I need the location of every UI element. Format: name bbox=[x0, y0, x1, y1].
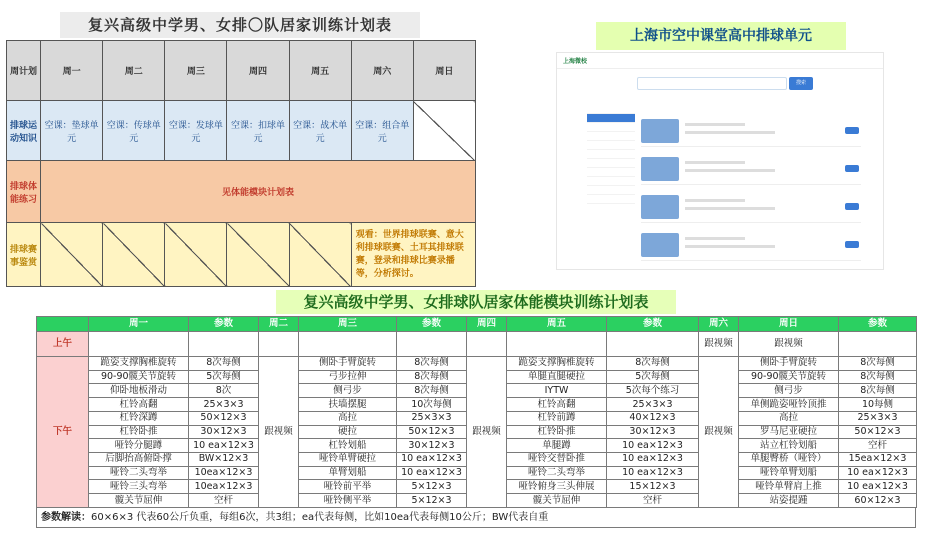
screenshot-sidebar bbox=[587, 105, 635, 265]
header-cell: 周三 bbox=[165, 41, 227, 101]
param-cell: 25×3×3 bbox=[607, 398, 699, 412]
lesson-button[interactable] bbox=[845, 165, 859, 172]
exercise-cell: 90-90髋关节旋转 bbox=[739, 370, 839, 384]
morning-row bbox=[37, 331, 917, 356]
header-cell: 周二 bbox=[103, 41, 165, 101]
param-cell: 8次每侧 bbox=[839, 370, 917, 384]
exercise-cell: 罗马尼亚硬拉 bbox=[739, 425, 839, 439]
header-cell: 参数 bbox=[189, 317, 259, 332]
param-cell: 10 ea×12×3 bbox=[607, 439, 699, 453]
empty-cell bbox=[259, 331, 299, 356]
exercise-cell: 跪姿支撑胸椎旋转 bbox=[89, 357, 189, 371]
exercise-cell: 跪姿支撑胸椎旋转 bbox=[507, 357, 607, 371]
empty-cell bbox=[189, 331, 259, 356]
header-cell: 周五 bbox=[507, 317, 607, 332]
course-cell: 空课：传球单元 bbox=[103, 101, 165, 161]
exercise-cell: 哑铃前平举 bbox=[299, 480, 397, 494]
param-cell: 5×12×3 bbox=[397, 494, 467, 508]
param-cell: 50×12×3 bbox=[397, 425, 467, 439]
param-cell: 10 ea×12×3 bbox=[397, 453, 467, 467]
header-cell: 周六 bbox=[699, 317, 739, 332]
param-cell: 30×12×3 bbox=[189, 425, 259, 439]
param-cell: 30×12×3 bbox=[607, 425, 699, 439]
match-note-cell: 观看：世界排球联赛、意大利排球联赛、土耳其排球联赛，登录和排球比赛录播等，分析探讨。 bbox=[351, 223, 475, 287]
param-cell: 8次每侧 bbox=[607, 357, 699, 371]
fitness-plan-section bbox=[36, 290, 916, 534]
header-cell: 周三 bbox=[299, 317, 397, 332]
param-cell: 50×12×3 bbox=[189, 411, 259, 425]
follow-video-cell: 跟视频 bbox=[259, 357, 299, 508]
exercise-cell: 哑铃三头弯举 bbox=[89, 480, 189, 494]
sidebar-item[interactable] bbox=[587, 186, 635, 195]
exercise-cell: 单腿蹲 bbox=[507, 439, 607, 453]
fitness-plan-title: 复兴高级中学男、女排球队居家体能模块训练计划表 bbox=[276, 290, 676, 314]
empty-cell bbox=[103, 223, 165, 287]
weekly-plan-table bbox=[6, 40, 476, 287]
param-cell: 10次每侧 bbox=[397, 398, 467, 412]
param-cell: 25×3×3 bbox=[839, 411, 917, 425]
exercise-cell: 侧卧手臂旋转 bbox=[739, 357, 839, 371]
afternoon-label: 下午 bbox=[37, 357, 89, 508]
param-cell: 5次每侧 bbox=[607, 370, 699, 384]
course-cell: 空课：战术单元 bbox=[289, 101, 351, 161]
text-line bbox=[685, 169, 775, 172]
lesson-thumb bbox=[641, 233, 679, 257]
morning-label: 上午 bbox=[37, 331, 89, 356]
exercise-cell: 扶墙摆腿 bbox=[299, 398, 397, 412]
lesson-card[interactable] bbox=[641, 115, 861, 147]
row-label: 排球体能练习 bbox=[7, 161, 41, 223]
lesson-thumb bbox=[641, 157, 679, 181]
air-class-screenshot bbox=[556, 52, 884, 270]
exercise-cell: 髋关节屈伸 bbox=[89, 494, 189, 508]
weekly-plan-title: 复兴高级中学男、女排〇队居家训练计划表 bbox=[60, 12, 420, 38]
header-cell: 参数 bbox=[397, 317, 467, 332]
follow-video-cell: 跟视频 bbox=[699, 357, 739, 508]
empty-cell bbox=[165, 223, 227, 287]
sidebar-item[interactable] bbox=[587, 195, 635, 204]
lesson-card[interactable] bbox=[641, 229, 861, 261]
header-cell: 周日 bbox=[413, 41, 475, 101]
exercise-cell: 单腿臀桥（哑铃） bbox=[739, 453, 839, 467]
fitness-plan-table bbox=[36, 316, 917, 508]
param-cell: 25×3×3 bbox=[397, 411, 467, 425]
param-cell: 10 ea×12×3 bbox=[397, 466, 467, 480]
param-cell: 10每侧 bbox=[839, 398, 917, 412]
sidebar-item[interactable] bbox=[587, 105, 635, 114]
header-cell: 周日 bbox=[739, 317, 839, 332]
param-cell: 15ea×12×3 bbox=[839, 453, 917, 467]
exercise-cell: 哑铃分腿蹲 bbox=[89, 439, 189, 453]
exercise-cell: 杠铃卧推 bbox=[89, 425, 189, 439]
sidebar-item[interactable] bbox=[587, 123, 635, 132]
fitness-cell: 见体能模块计划表 bbox=[41, 161, 476, 223]
header-cell: 周六 bbox=[351, 41, 413, 101]
empty-cell bbox=[507, 331, 607, 356]
afternoon-row bbox=[37, 357, 917, 371]
param-cell: 25×3×3 bbox=[189, 398, 259, 412]
sidebar-item[interactable] bbox=[587, 168, 635, 177]
header-cell: 周五 bbox=[289, 41, 351, 101]
exercise-cell: 哑铃交替卧推 bbox=[507, 453, 607, 467]
exercise-cell: 高拉 bbox=[299, 411, 397, 425]
exercise-cell: 弓步拉伸 bbox=[299, 370, 397, 384]
sidebar-item[interactable] bbox=[587, 159, 635, 168]
param-cell: 10 ea×12×3 bbox=[189, 439, 259, 453]
param-cell: 空杆 bbox=[189, 494, 259, 508]
header-cell: 周一 bbox=[41, 41, 103, 101]
param-cell: 30×12×3 bbox=[397, 439, 467, 453]
exercise-cell: 侧弓步 bbox=[739, 384, 839, 398]
fitness-header-row bbox=[37, 317, 917, 332]
header-cell: 周计划 bbox=[7, 41, 41, 101]
exercise-cell: 杠铃前蹲 bbox=[507, 411, 607, 425]
lesson-button[interactable] bbox=[845, 203, 859, 210]
course-cell: 空课：垫球单元 bbox=[41, 101, 103, 161]
sidebar-item[interactable] bbox=[587, 177, 635, 186]
course-cell: 空课：组合单元 bbox=[351, 101, 413, 161]
param-cell: 10 ea×12×3 bbox=[839, 466, 917, 480]
exercise-cell: 杠铃划船 bbox=[299, 439, 397, 453]
site-logo: 上海微校 bbox=[563, 58, 588, 65]
text-line bbox=[685, 161, 745, 164]
param-cell: BW×12×3 bbox=[189, 453, 259, 467]
text-line bbox=[685, 131, 775, 134]
exercise-cell: 高拉 bbox=[739, 411, 839, 425]
param-cell: 10ea×12×3 bbox=[189, 466, 259, 480]
exercise-cell: 髋关节屈伸 bbox=[507, 494, 607, 508]
lesson-button[interactable] bbox=[845, 127, 859, 134]
exercise-cell: 单臂划船 bbox=[299, 466, 397, 480]
param-cell: 10 ea×12×3 bbox=[607, 466, 699, 480]
text-line bbox=[685, 199, 745, 202]
text-line bbox=[685, 237, 745, 240]
search-button[interactable] bbox=[789, 77, 813, 90]
param-cell: 8次每侧 bbox=[189, 357, 259, 371]
exercise-cell: 仰卧地板滑动 bbox=[89, 384, 189, 398]
exercise-cell: 杠铃高翻 bbox=[507, 398, 607, 412]
param-cell: 10 ea×12×3 bbox=[607, 453, 699, 467]
empty-cell bbox=[299, 331, 397, 356]
param-cell: 5×12×3 bbox=[397, 480, 467, 494]
search-button-label: 搜索 bbox=[795, 80, 806, 86]
param-cell: 10ea×12×3 bbox=[189, 480, 259, 494]
param-cell: 8次每侧 bbox=[839, 384, 917, 398]
header-cell: 参数 bbox=[607, 317, 699, 332]
weekly-plan-section bbox=[0, 0, 480, 286]
lesson-thumb bbox=[641, 195, 679, 219]
header-cell bbox=[37, 317, 89, 332]
exercise-cell: 侧弓步 bbox=[299, 384, 397, 398]
param-cell: 8次每侧 bbox=[397, 357, 467, 371]
search-input[interactable] bbox=[637, 77, 787, 90]
param-cell: 8次 bbox=[189, 384, 259, 398]
sidebar-item[interactable] bbox=[587, 141, 635, 150]
exercise-cell: 侧卧手臂旋转 bbox=[299, 357, 397, 371]
exercise-cell: 哑铃二头弯举 bbox=[89, 466, 189, 480]
morning-sat-cell: 跟视频 bbox=[699, 331, 739, 356]
param-cell: 5次每侧 bbox=[189, 370, 259, 384]
exercise-cell: IYTW bbox=[507, 384, 607, 398]
param-note-text: 60×6×3 代表60公斤负重，每组6次，共3组；ea代表每侧，比如10ea代表每侧10公斤；BW代表自重 bbox=[91, 512, 549, 523]
empty-cell bbox=[839, 331, 917, 356]
screenshot-topbar bbox=[557, 53, 883, 69]
param-cell: 15×12×3 bbox=[607, 480, 699, 494]
header-cell: 参数 bbox=[839, 317, 917, 332]
empty-cell bbox=[397, 331, 467, 356]
empty-cell bbox=[607, 331, 699, 356]
empty-cell bbox=[227, 223, 289, 287]
header-cell: 周四 bbox=[227, 41, 289, 101]
sidebar-item[interactable] bbox=[587, 114, 635, 123]
param-cell: 8次每侧 bbox=[397, 384, 467, 398]
exercise-cell: 杠铃卧推 bbox=[507, 425, 607, 439]
param-cell: 10 ea×12×3 bbox=[839, 480, 917, 494]
exercise-cell: 杠铃高翻 bbox=[89, 398, 189, 412]
lesson-button[interactable] bbox=[845, 241, 859, 248]
exercise-cell: 站立杠铃划船 bbox=[739, 439, 839, 453]
lesson-card[interactable] bbox=[641, 153, 861, 185]
sidebar-item[interactable] bbox=[587, 132, 635, 141]
empty-cell bbox=[467, 331, 507, 356]
course-cell: 空课：扣球单元 bbox=[227, 101, 289, 161]
exercise-cell: 单腿直腿硬拉 bbox=[507, 370, 607, 384]
morning-sun-cell: 跟视频 bbox=[739, 331, 839, 356]
param-cell: 40×12×3 bbox=[607, 411, 699, 425]
param-cell: 5次每个练习 bbox=[607, 384, 699, 398]
exercise-cell: 站姿提踵 bbox=[739, 494, 839, 508]
lesson-thumb bbox=[641, 119, 679, 143]
exercise-cell: 哑铃二头弯举 bbox=[507, 466, 607, 480]
param-cell: 50×12×3 bbox=[839, 425, 917, 439]
empty-cell bbox=[289, 223, 351, 287]
sidebar-item[interactable] bbox=[587, 150, 635, 159]
exercise-cell: 哑铃侧平举 bbox=[299, 494, 397, 508]
lesson-card[interactable] bbox=[641, 191, 861, 223]
row-label: 排球运动知识 bbox=[7, 101, 41, 161]
param-note-label: 参数解读： bbox=[41, 512, 91, 523]
empty-cell bbox=[413, 101, 475, 161]
exercise-cell: 哑铃俯身三头伸展 bbox=[507, 480, 607, 494]
exercise-cell: 90-90髋关节旋转 bbox=[89, 370, 189, 384]
header-cell: 周二 bbox=[259, 317, 299, 332]
param-cell: 空杆 bbox=[839, 439, 917, 453]
param-note bbox=[36, 508, 916, 528]
header-cell: 周一 bbox=[89, 317, 189, 332]
exercise-cell: 后脚抬高俯卧撑 bbox=[89, 453, 189, 467]
param-cell: 60×12×3 bbox=[839, 494, 917, 508]
text-line bbox=[685, 245, 775, 248]
exercise-cell: 哑铃单臂硬拉 bbox=[299, 453, 397, 467]
param-cell: 8次每侧 bbox=[839, 357, 917, 371]
exercise-cell: 哑铃单臂肩上推 bbox=[739, 480, 839, 494]
exercise-cell: 杠铃深蹲 bbox=[89, 411, 189, 425]
param-cell: 8次每侧 bbox=[397, 370, 467, 384]
air-class-title: 上海市空中课堂高中排球单元 bbox=[596, 22, 846, 50]
empty-cell bbox=[41, 223, 103, 287]
text-line bbox=[685, 207, 775, 210]
exercise-cell: 单侧跪姿哑铃顶推 bbox=[739, 398, 839, 412]
exercise-cell: 哑铃单臂划船 bbox=[739, 466, 839, 480]
param-cell: 空杆 bbox=[607, 494, 699, 508]
header-cell: 周四 bbox=[467, 317, 507, 332]
exercise-cell: 硬拉 bbox=[299, 425, 397, 439]
row-label: 排球赛事鉴赏 bbox=[7, 223, 41, 287]
text-line bbox=[685, 123, 745, 126]
empty-cell bbox=[89, 331, 189, 356]
course-cell: 空课：发球单元 bbox=[165, 101, 227, 161]
follow-video-cell: 跟视频 bbox=[467, 357, 507, 508]
